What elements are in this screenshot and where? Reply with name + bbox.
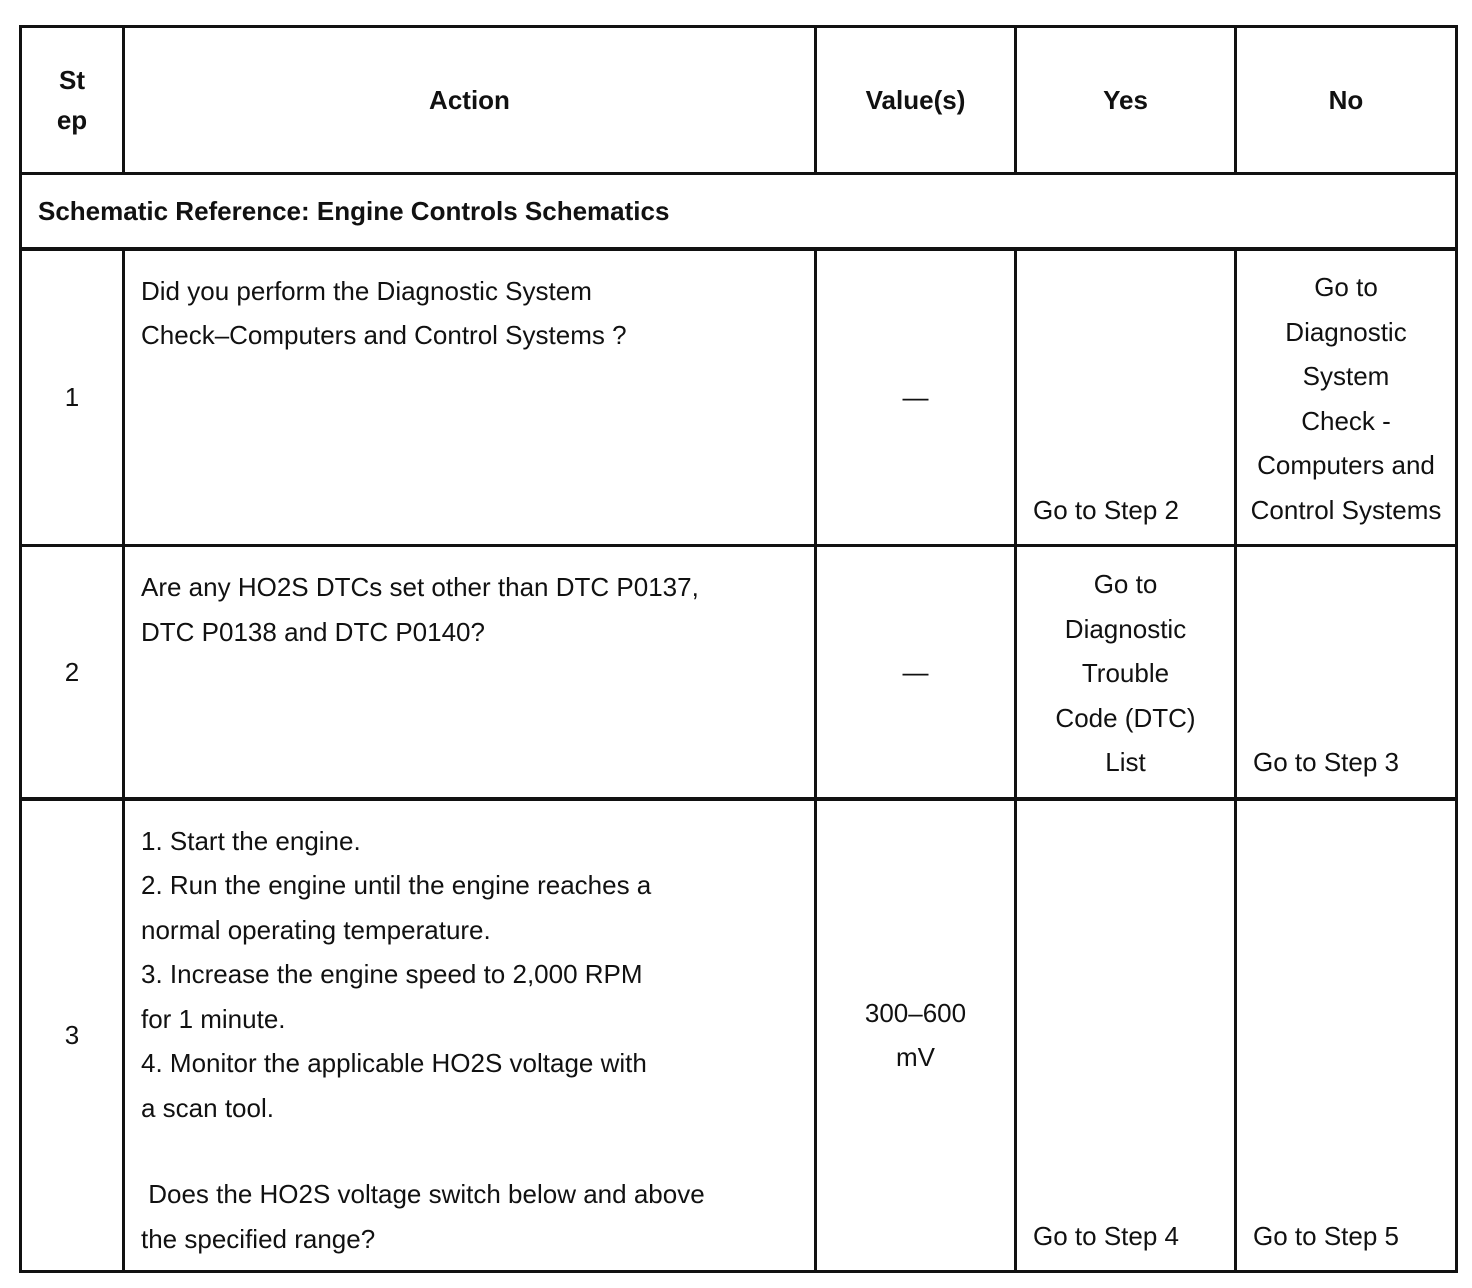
header-values: Value(s) xyxy=(816,27,1016,174)
action-cell: Are any HO2S DTCs set other than DTC P0137, DTC P0138 and DTC P0140? xyxy=(124,546,816,799)
step-number: 3 xyxy=(21,799,124,1272)
no-cell: Go to Diagnostic System Check - Computers and Control Systems xyxy=(1236,249,1457,546)
table-row xyxy=(21,546,1457,799)
spacer xyxy=(141,1130,798,1172)
action-cell: Did you perform the Diagnostic System Check–Computers and Control Systems ? xyxy=(124,249,816,546)
diagnostic-table xyxy=(19,25,1458,1273)
no-cell: Go to Step 5 xyxy=(1236,799,1457,1272)
schematic-reference: Schematic Reference: Engine Controls Schematics xyxy=(21,174,1457,249)
table-row xyxy=(21,799,1457,1272)
yes-cell: Go to Step 2 xyxy=(1016,249,1236,546)
value-cell: — xyxy=(816,249,1016,546)
value-cell: — xyxy=(816,546,1016,799)
table-row xyxy=(21,249,1457,546)
step-number: 1 xyxy=(21,249,124,546)
schematic-reference-row xyxy=(21,174,1457,249)
header-no: No xyxy=(1236,27,1457,174)
header-step: St ep xyxy=(21,27,124,174)
header-row xyxy=(21,27,1457,174)
step-number: 2 xyxy=(21,546,124,799)
yes-cell: Go to Step 4 xyxy=(1016,799,1236,1272)
header-action: Action xyxy=(124,27,816,174)
no-cell: Go to Step 3 xyxy=(1236,546,1457,799)
header-yes: Yes xyxy=(1016,27,1236,174)
yes-cell: Go to Diagnostic Trouble Code (DTC) List xyxy=(1016,546,1236,799)
value-cell: 300–600 mV xyxy=(816,799,1016,1272)
action-cell: 1. Start the engine. 2. Run the engine until the engine reaches a normal operating temperature. 3. Increase the engine speed to 2,000 RPM for 1 minute. 4. Monitor the applicable HO2S voltage with a scan tool. Does the HO2S voltage switch below and above the specified range? xyxy=(124,799,816,1272)
